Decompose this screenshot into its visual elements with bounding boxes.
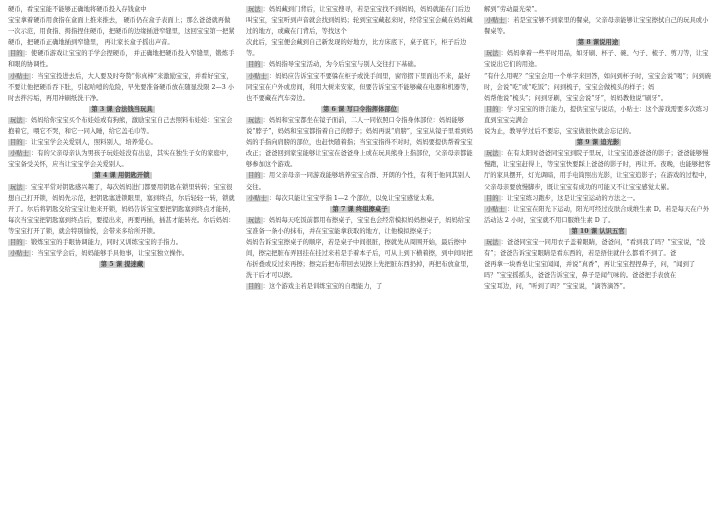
paragraph: 小贴士 ：让宝宝在阳光下运动，阳光可经过皮肤合成维生素 D。若是每天在户外活动达 2 小时，宝宝就不用口服维生素 D 了。: [484, 205, 710, 224]
paragraph: 小贴士 ：每次只能让宝宝学指 1—2 个部位，以免让宝宝感觉太难。: [248, 194, 439, 202]
paragraph: 小贴士 ：当宝宝学会后，妈妈能够手具他事，让宝宝独立操作。: [10, 250, 189, 258]
paragraph: 玩法 ：妈妈和宝宝都坐在镜子面前，二人一同依照口令指身体部位：妈妈能够说“脖子”，妈妈和宝宝都指着自己的脖子；妈妈再说“肩膀”，宝宝从镜子里看到妈妈的手指向肩膀的部位，也赶快随着指；当宝宝指得不对时，妈妈要提供帮着宝宝改正；爸爸回到家宝能够让宝宝在爸爸身上或在玩具熊身上指部位，父亲母亲都能够参加这个游戏。: [246, 116, 473, 169]
paragraph: 玩法 ：妈妈给你宝宝买个布娃娃或有狗熊，激励宝宝自己去照料布娃娃：宝宝会抱着它，喂它不哭，和它一同入睡，给它盖毛巾等。: [8, 116, 233, 136]
section-heading-label: 第 6 课 写口令指挥体部位: [323, 105, 397, 113]
text-column-middle: [246, 4, 474, 509]
paragraph: 小贴士 ：若是宝宝够不到家里的餐桌，父亲母亲能够让宝宝擦拭自己的玩具或小餐桌等。: [484, 17, 709, 36]
paragraph: 小贴士 ：妈妈应告诉宝宝不要躲在柜子或洗手间里，窗帘摺下里面出不来，最好同宝宝在户外或房间，利用大树来安家，但要告诉宝宝不能够藏在电器和机器等，也不要藏在汽车旁边。: [246, 72, 473, 102]
paragraph: 解到“劳动最光荣”。: [484, 6, 541, 13]
section-heading-label: 第 5 课 提迷藏: [100, 261, 144, 269]
paragraph: 目的 ：使硬币游戏让宝宝的手学会捏硬币， 并正确地把硬币投入窄缝里，锻炼手和眼的协调性。: [8, 50, 235, 69]
paragraph: 目的 ：用父亲母亲一同游戏能够培养宝宝合群、开朗的个性，有利于他同其别人交往。: [246, 172, 471, 191]
text-column-left: [8, 4, 236, 509]
section-heading-label: 第 10 课 认识五官: [571, 227, 625, 235]
label-tag: 玩法: [248, 116, 261, 124]
section-heading-label: 第 8 课说用途: [577, 39, 619, 47]
label-tag: 玩法: [486, 50, 499, 58]
label-tag: 小贴士: [486, 205, 505, 213]
label-tag: 玩法: [10, 116, 23, 124]
section-heading: [8, 104, 236, 115]
label-tag: 目的: [486, 194, 499, 202]
paragraph: 宝宝拿着硬币用食指在盒面上推来推去， 硬币仍在盒子表面上；那么爸爸就再做一次示范，用食指、拇指捏住硬币，把硬币的边缘插进窄缝里，这回宝宝第一把紧硬币，把硬币正确地插到窄缝里， 再让家长盒子摇出声音。: [8, 17, 235, 47]
label-tag: 小贴士: [10, 72, 29, 80]
section-heading: [484, 137, 712, 148]
paragraph: 宝宝耳边，问，“听到了吗？”宝宝说，“滴答滴答”。: [484, 283, 630, 291]
paragraph: 说为止，教导学过后不要忘，宝宝做很快就会忘记的。: [484, 128, 636, 136]
paragraph: 目的 ：让宝宝学会关爱别人，照料别人，培养爱心。: [10, 139, 157, 147]
label-tag: 目的: [248, 172, 261, 180]
paragraph: 目的 ：妈妈指导宝宝活动，为今后宝宝与别人交往打下基础。: [248, 61, 421, 69]
section-heading: [246, 204, 474, 215]
paragraph: 硬币，看宝宝能不能够正确地将硬币投入存钱盒中: [8, 6, 147, 13]
paragraph: 目的 ：让宝宝练习跑步，这是让宝宝运动的方法之一。: [486, 194, 640, 202]
paragraph: 玩法 ：宝宝平常对钥匙感兴趣了，每次妈妈进门都要用钥匙在锁里转转；宝宝很想自己打开锁，妈妈先示范，把钥匙塞进锁眼里，塞到终点，尔后轻轻一转，锁就开了。尔后将钥匙交给宝宝让他来开锁，妈妈告诉宝宝要把钥匙塞到终点才能转，每次当宝宝把钥匙塞到终点后，要提出来，再要再插，插甚才能转亮。尔后妈妈：等宝宝打开了锁，就会特别愉悦，会带来多给所开锁。: [8, 183, 235, 235]
label-tag: 目的: [10, 139, 23, 147]
paragraph: 玩法 ：妈妈藏到门背后，让宝宝搜寻，若是宝宝找不到妈妈，妈妈就能在门后边叫宝宝，宝宝听到声音就会找到妈妈；轮到宝宝藏起来时，经常宝宝会藏在妈妈藏过的地方，或藏在门背后，等找这个: [246, 6, 473, 36]
paragraph: 目的 ：这个游戏主若是训练宝宝的自理能力，了: [248, 283, 383, 291]
section-heading-label: 第 3 课 合法钱当玩具: [91, 105, 153, 113]
label-tag: 小贴士: [248, 72, 267, 80]
paragraph: “有什么用呢？”宝宝会用一个单字来回答，如问到杯子时，宝宝会说“喝”；问到碗时，会说“吃”或“吃饭”；问到梳子，宝宝会做梳头的样子；妈: [484, 72, 711, 91]
paragraph: 小贴士 ：有的父亲母亲认为男孩子玩娃娃没有出息，其实在独生子女的家庭中，宝宝备受关怀，应当让宝宝学会关爱别人。: [8, 150, 233, 169]
label-tag: 小贴士: [486, 17, 505, 25]
section-heading-label: 第 9 课 追光影: [576, 139, 620, 147]
label-tag: 小贴士: [10, 150, 29, 158]
section-heading-label: 第 7 课 终组擦桌子: [332, 205, 388, 213]
label-tag: 小贴士: [10, 250, 29, 258]
section-heading: [246, 104, 474, 115]
paragraph: 玩法 ：妈妈每天吃饭前都用布擦桌子，宝宝也会经常模拟妈妈擦桌子，妈妈给宝宝准备一条小的抹布，并在宝宝能拿获取的地方，让他模拟擦桌子；: [246, 216, 471, 235]
paragraph: 玩法 ：在有太阳时爸爸同宝宝到院子里玩，让宝宝追逐爸爸的影子；爸爸能够慢慢跑，让宝宝赶得上，等宝宝快要踩上爸爸的影子时，再让开。夜晚，也能够把客厅的家具摆开，灯光调暗，用手电筒照出光影，让宝宝追影子；在游戏的过程中，父亲母亲要放慢脚步，既让宝宝有成功的可能又不让宝宝感觉太累。: [484, 150, 711, 191]
label-tag: 目的: [248, 61, 261, 69]
label-tag: 目的: [10, 238, 23, 246]
paragraph: 目的 ：锻炼宝宝的手眼协调能力，同时又训练宝宝的手指力。: [10, 238, 183, 246]
label-tag: 小贴士: [248, 194, 267, 202]
section-heading-label: 第 4 课 用钥匙开锁: [94, 172, 150, 180]
label-tag: 玩法: [486, 150, 499, 158]
paragraph: 目的 ：学习宝宝的语言能力，提供宝宝与说话，小贴士：这个游戏需要多次练习直到宝宝完满会: [484, 105, 709, 124]
label-tag: 目的: [248, 283, 261, 291]
label-tag: 玩法: [10, 183, 23, 191]
paragraph: 爸再拿一块香皂让宝宝闻闻，并说“真香”，再让宝宝捏捏鼻子，问，“闻到了吗？”宝宝摇摇头，爸爸告诉宝宝，鼻子是闻气味的。爸爸把手表放在: [484, 261, 696, 280]
label-tag: 玩法: [486, 238, 499, 246]
section-heading: [8, 170, 236, 181]
section-heading: [8, 259, 236, 270]
text-column-right: [484, 4, 712, 509]
paragraph: 玩法 ：爸爸同宝宝一同用衣子盖着眼睛，爸爸问，“看到我了吗？”宝宝说，“没有”；爸爸告诉宝宝眼睛是看东西的，若是捂住就什么都看不到了。爸: [484, 238, 706, 258]
label-tag: 玩法: [248, 216, 261, 224]
label-tag: 目的: [486, 105, 499, 113]
label-tag: 玩法: [248, 6, 261, 13]
paragraph: 妈帮他说“梳头”；问到牙刷，宝宝会说“牙”，妈妈教他说“刷牙”。: [484, 94, 668, 102]
section-heading: [484, 37, 712, 48]
label-tag: 目的: [10, 50, 23, 58]
paragraph: 妈妈告诉宝宝擦桌子的顺序，若是桌子中间很脏，擦就先从周围开始，最后擦中间，擦完把脏布弄回挂在挂过来若是手着本子后，可从上到下横着擦，到中间时把布折叠或反过来再擦；擦完后把布带回去见擦上先把脏东西扔掉，再把布放盒里，洗干后才可以擦。: [246, 238, 473, 280]
paragraph: 次此后，宝宝便会藏到自己新发现的好地方，比方床底下，桌子底下，柜子后边等。: [246, 39, 467, 58]
paragraph: 玩法 ：妈妈拿着一些平时用品，如牙刷、杯子、碗、勺子、梳子、剪刀等，让宝宝说出它们的用途。: [484, 50, 709, 69]
paragraph: 小贴士 ：当宝宝投进去后，大人要及时夸赞“你真棒”来激励宝宝，并看好宝宝，不要让他把硬币吞下肚，引起哈噎的危险，早先要准备硬币放在随显没限 2—3 小时去拌污垢，再用冲刷纸洗干净。: [8, 72, 235, 102]
section-heading: [484, 226, 712, 237]
